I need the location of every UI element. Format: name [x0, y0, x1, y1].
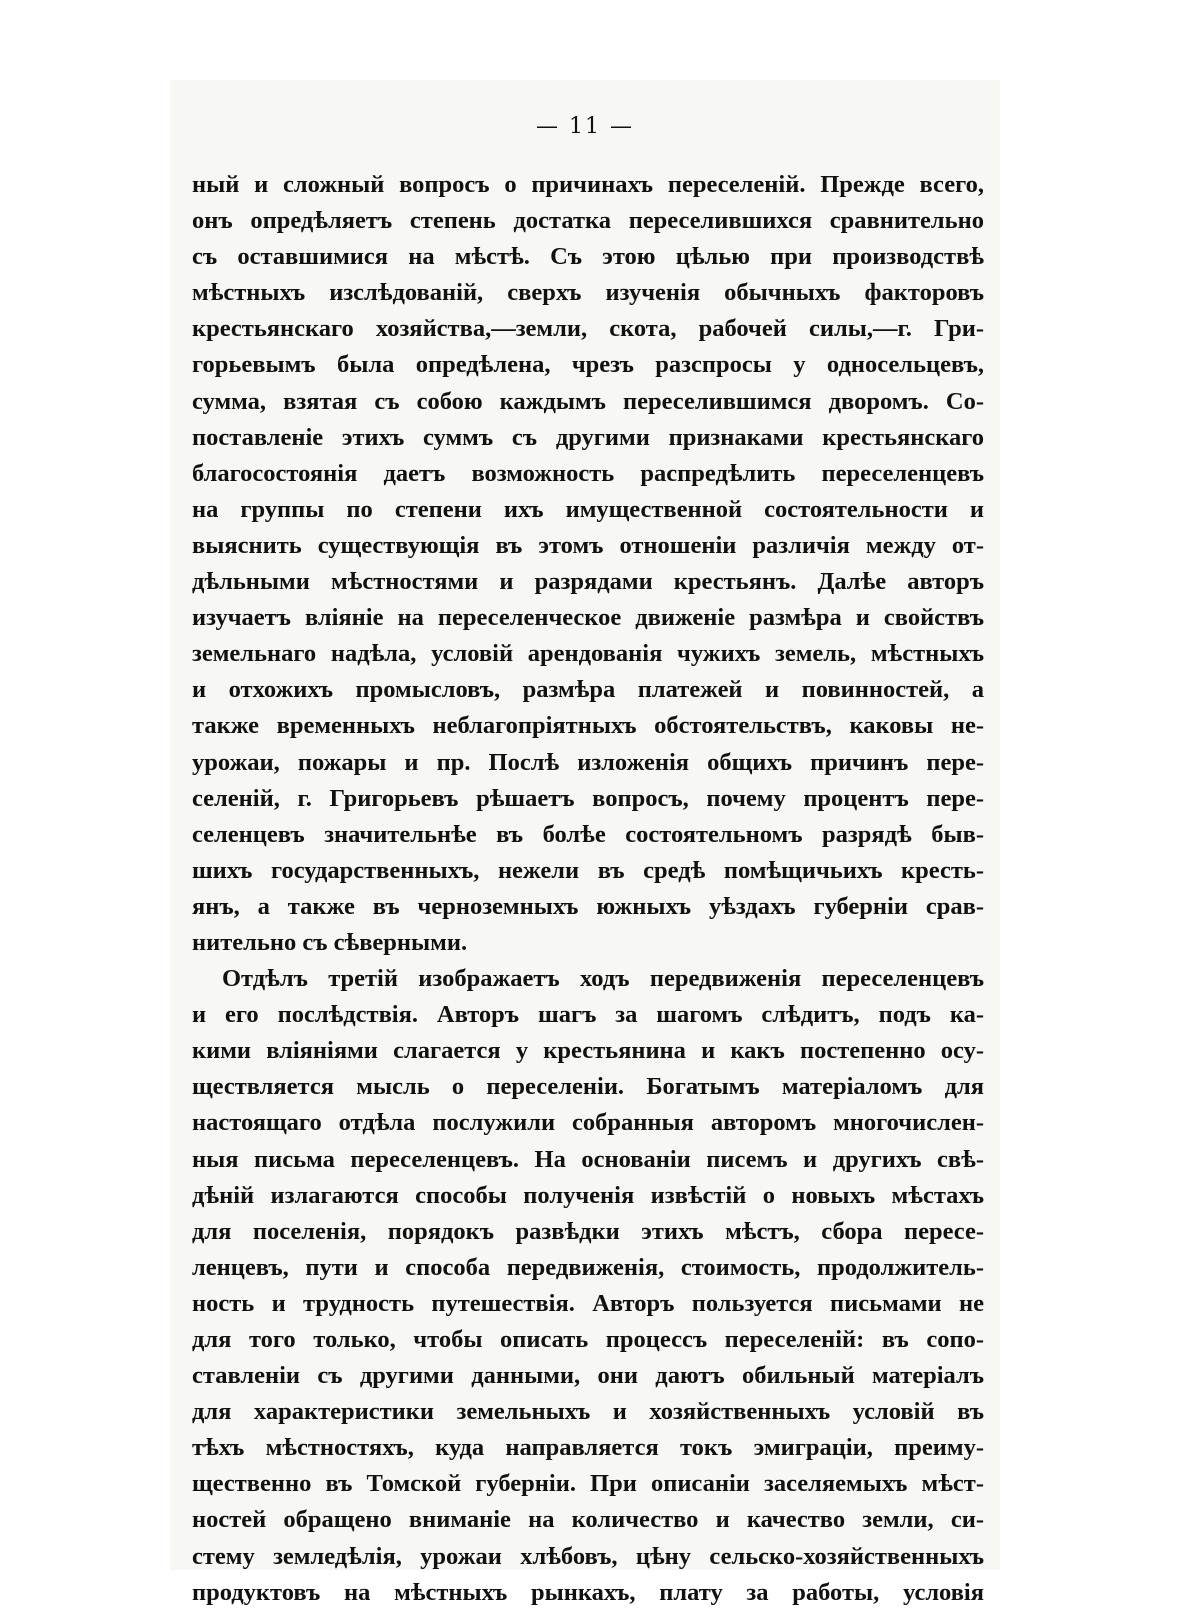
text-line: продуктовъ на мѣстныхъ рынкахъ, плату за работы, условія: [192, 1578, 984, 1606]
text-line: Отдѣлъ третій изображаетъ ходъ передвиженія переселенцевъ: [222, 965, 984, 993]
text-line: стему земледѣлія, урожаи хлѣбовъ, цѣну сельско-хозяйственныхъ: [192, 1542, 984, 1570]
text-line: щественно въ Томской губерніи. При описаніи заселяемыхъ мѣст-: [192, 1470, 984, 1498]
text-line: ществляется мысль о переселеніи. Богатымъ матеріаломъ для: [192, 1073, 984, 1101]
text-line: урожаи, пожары и пр. Послѣ изложенія общихъ причинъ пере-: [192, 748, 984, 776]
text-line: настоящаго отдѣла послужили собранныя авторомъ многочислен-: [192, 1109, 984, 1137]
text-line: поставленіе этихъ суммъ съ другими признаками крестьянскаго: [192, 423, 984, 451]
text-line: для характеристики земельныхъ и хозяйственныхъ условій въ: [192, 1398, 984, 1426]
text-line: янъ, а также въ черноземныхъ южныхъ уѣздахъ губерніи срав-: [192, 892, 984, 920]
text-line: съ оставшимися на мѣстѣ. Съ этою цѣлью при производствѣ: [192, 243, 984, 271]
text-line: благосостоянія даетъ возможность распредѣлить переселенцевъ: [192, 459, 984, 487]
text-line: изучаетъ вліяніе на переселенческое движеніе размѣра и свойствъ: [192, 604, 984, 632]
text-line: мѣстныхъ изслѣдованій, сверхъ изученія обычныхъ факторовъ: [192, 279, 984, 307]
text-line: выяснить существующія въ этомъ отношеніи различія между от-: [192, 531, 984, 559]
page-body: [192, 167, 984, 1611]
text-line: селеній, г. Григорьевъ рѣшаетъ вопросъ, почему процентъ пере-: [192, 784, 984, 812]
text-line: для того только, чтобы описать процессъ переселеній: въ сопо-: [192, 1326, 984, 1353]
text-line: кими вліяніями слагается у крестьянина и какъ постепенно осу-: [192, 1037, 984, 1065]
text-line: ныя письма переселенцевъ. На основаніи писемъ и другихъ свѣ-: [192, 1145, 984, 1173]
text-line: ленцевъ, пути и способа передвиженія, стоимость, продолжитель-: [192, 1253, 984, 1281]
text-line: тѣхъ мѣстностяхъ, куда направляется токъ эмиграціи, преиму-: [192, 1434, 984, 1462]
text-line: горьевымъ была опредѣлена, чрезъ разспросы у односельцевъ,: [192, 351, 984, 379]
text-line: крестьянскаго хозяйства,—земли, скота, рабочей силы,—г. Гри-: [192, 315, 984, 343]
text-line: на группы по степени ихъ имущественной состоятельности и: [192, 495, 984, 523]
text-line: также временныхъ неблагопріятныхъ обстоятельствъ, каковы не-: [192, 712, 984, 740]
paragraph-1: [192, 167, 984, 961]
text-line: онъ опредѣляетъ степень достатка переселившихся сравнительно: [192, 207, 984, 235]
text-line: селенцевъ значительнѣе въ болѣе состоятельномъ разрядѣ быв-: [192, 820, 984, 848]
text-line: дѣній излагаются способы полученія извѣстій о новыхъ мѣстахъ: [192, 1181, 984, 1209]
text-line: дѣльными мѣстностями и разрядами крестьянъ. Далѣе авторъ: [192, 568, 984, 596]
text-line: нительно съ сѣверными.: [192, 928, 468, 956]
text-line: шихъ государственныхъ, нежели въ средѣ помѣщичьихъ кресть-: [192, 856, 984, 884]
text-line: земельнаго надѣла, условій арендованія чужихъ земель, мѣстныхъ: [192, 640, 984, 668]
text-line: ностей обращено вниманіе на количество и качество земли, си-: [192, 1506, 984, 1534]
text-line: и его послѣдствія. Авторъ шагъ за шагомъ слѣдитъ, подъ ка-: [192, 1001, 984, 1029]
text-line: сумма, взятая съ собою каждымъ переселившимся дворомъ. Со-: [192, 387, 984, 415]
paragraph-2: [192, 961, 984, 1611]
text-line: ность и трудность путешествія. Авторъ пользуется письмами не: [192, 1289, 984, 1317]
text-line: ный и сложный вопросъ о причинахъ переселеній. Прежде всего,: [192, 171, 984, 198]
text-line: для поселенія, порядокъ развѣдки этихъ мѣстъ, сбора пересе-: [192, 1217, 984, 1245]
page-number-header: — 11 —: [536, 114, 634, 139]
text-line: и отхожихъ промысловъ, размѣра платежей и повинностей, а: [192, 676, 984, 704]
text-line: ставленіи съ другими данными, они даютъ обильный матеріалъ: [192, 1362, 984, 1390]
book-page: [170, 80, 1000, 1606]
